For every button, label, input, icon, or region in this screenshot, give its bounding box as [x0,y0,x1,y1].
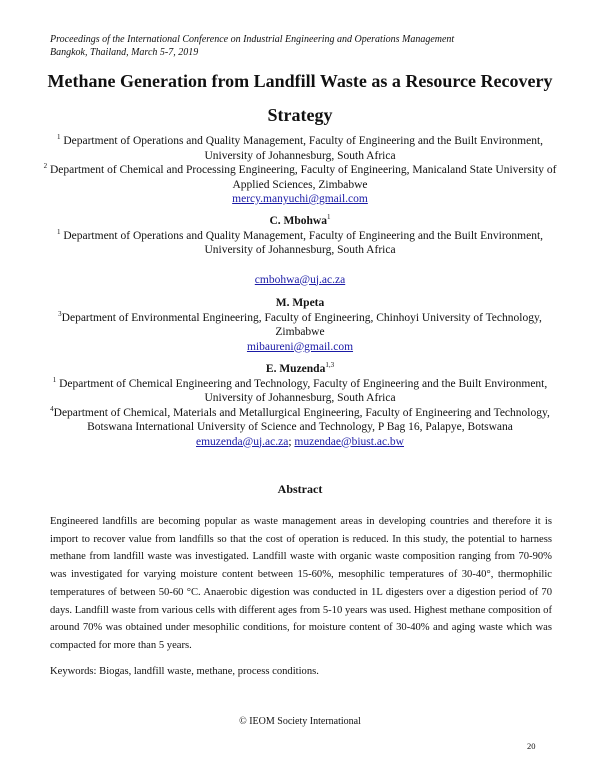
author4-name [40,362,560,377]
author1-email-link[interactable]: mercy.manyuchi@gmail.com [232,193,368,205]
author3-affiliation-text: Department of Environmental Engineering, Faculty of Engineering, Chinhoyi University of Technology, Zimbabwe [61,311,542,338]
affiliation-2-marker: 2 [43,162,48,171]
author4-affiliation-1 [40,377,560,406]
author2-email-link[interactable]: cmbohwa@uj.ac.za [254,273,346,286]
author4-affiliation-2-marker: 4 [50,404,54,413]
keywords: Keywords: Biogas, landfill waste, methane, process conditions. [50,666,319,677]
author4-affiliation-2-text: Department of Chemical, Materials and Metallurgical Engineering, Faculty of Engineering and Technology, Botswana International University of Science and Technology, P Bag 16, Palapye, Botswana [53,406,550,433]
author4-name-text: E. Muzenda [265,363,326,375]
affiliation-1-marker: 1 [56,133,61,142]
author2-affiliation-marker: 1 [56,227,61,236]
author4-affiliation-2 [40,406,560,435]
author2-name-text: C. Mbohwa [269,215,327,227]
abstract-body: Engineered landfills are becoming popular as waste management areas in developing countries and therefore it is import to recover value from landfills so that the cost of operation is reduced. In this study, the potential to harness methane from landfill waste was investigated. Landfill waste with organic waste composition ranging from 70-90% was investigated for varying moisture content between 15-60%, mesophilic temperatures of 30-40°, thermophilic temperatures of between 50-60 °C. Anaerobic digestion was conducted in 1L digesters over a digestion period of 70 days. Landfill waste from various cells with different ages from 5-10 years was used. Highest methane composition of around 70% was obtained under mesophilic conditions, for moisture content of 30-40% and aging waste which was compacted for more than 5 years. [50,516,552,651]
author3-affiliation [40,311,560,340]
author4-email-link-1[interactable]: emuzenda@uj.ac.za [196,435,289,448]
author4-email-link-2[interactable]: muzendae@biust.ac.bw [294,435,404,448]
copyright-footer: © IEOM Society International [239,716,361,727]
abstract-heading: Abstract [277,482,323,496]
page-number: 20 [527,741,536,751]
affiliation-2-text: Department of Chemical and Processing Engineering, Faculty of Engineering, Manicaland State University of Applied Sciences, Zimbabwe [47,164,557,191]
email-separator: ; [288,435,295,448]
author4-marker: 1,3 [325,361,335,370]
author3-block [40,296,560,354]
author3-affiliation-marker: 3 [58,309,62,318]
author3-email-link[interactable]: mibaureni@gmail.com [246,340,354,353]
affiliation-1 [40,134,560,163]
author2-affiliation-text: Department of Operations and Quality Management, Faculty of Engineering and the Built Environment, University of Johannesburg, South Africa [60,229,544,256]
paper-title: Methane Generation from Landfill Waste as a Resource Recovery Strategy [47,71,553,125]
author4-affiliation-1-marker: 1 [52,375,57,384]
conference-location-date: Bangkok, Thailand, March 5-7, 2019 [50,47,199,58]
proceedings-header [50,33,454,59]
author4-affiliation-1-text: Department of Chemical Engineering and Technology, Faculty of Engineering and the Built Environment, University of Johannesburg, South Africa [56,377,548,404]
author1-affiliations [40,134,560,207]
author4-block [40,362,560,449]
affiliation-2 [40,163,560,192]
affiliation-1-text: Department of Operations and Quality Management, Faculty of Engineering and the Built Environment, University of Johannesburg, South Africa [60,135,544,162]
proceedings-title: Proceedings of the International Conference on Industrial Engineering and Operations Management [50,34,455,45]
author2-block [40,214,560,287]
author3-name: M. Mpeta [275,297,325,309]
author2-name [40,214,560,229]
author2-marker: 1 [327,213,331,222]
author2-affiliation [40,229,560,258]
